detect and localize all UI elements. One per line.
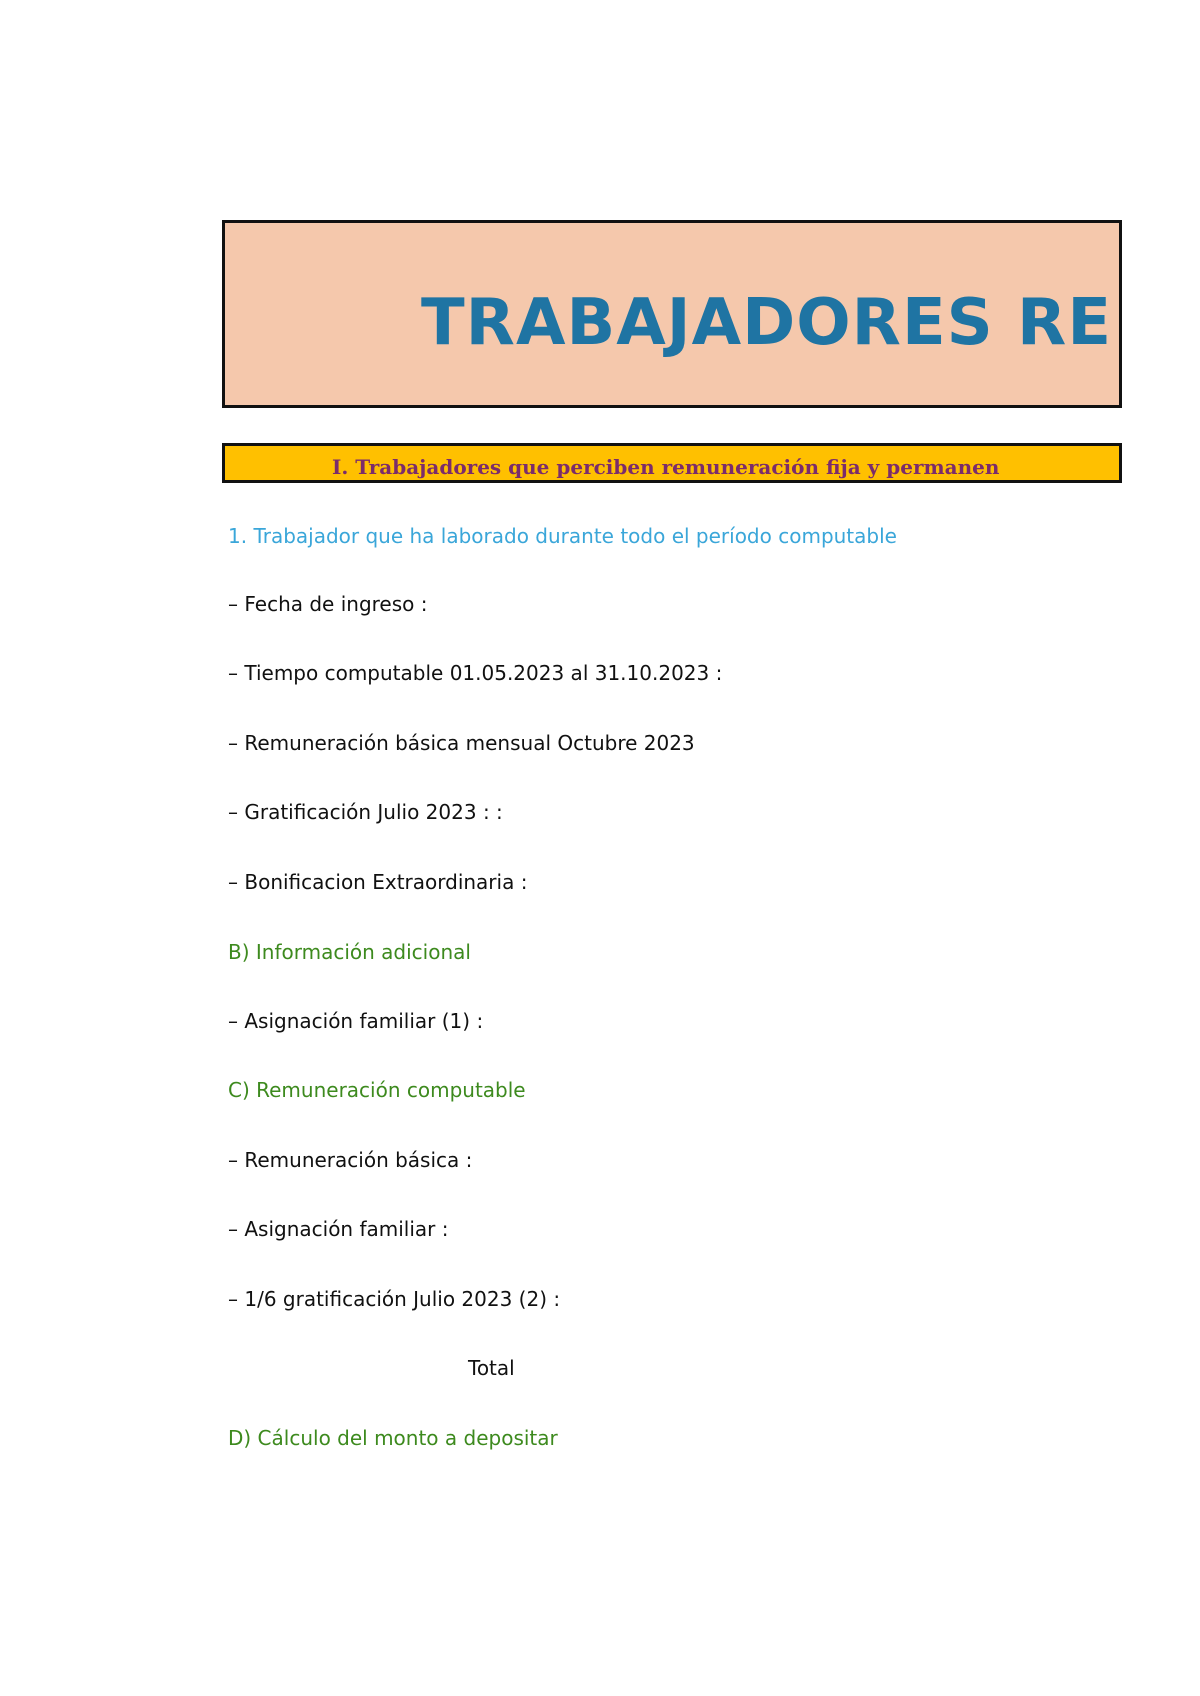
field-asignacion-familiar: – Asignación familiar :: [228, 1217, 449, 1241]
field-tiempo-computable: – Tiempo computable 01.05.2023 al 31.10.2023 :: [228, 661, 723, 685]
field-remuneracion-basica: – Remuneración básica :: [228, 1148, 473, 1172]
title-banner: [222, 220, 1122, 408]
case-heading: 1. Trabajador que ha laborado durante todo el período computable: [228, 524, 897, 548]
section-title: I. Trabajadores que perciben remuneración fija y permanen: [332, 455, 1000, 479]
field-gratificacion-julio: – Gratificación Julio 2023 : :: [228, 800, 503, 824]
field-bonificacion-extraordinaria: – Bonificacion Extraordinaria :: [228, 870, 528, 894]
heading-calculo-monto: D) Cálculo del monto a depositar: [228, 1426, 558, 1450]
field-fecha-ingreso: – Fecha de ingreso :: [228, 592, 428, 616]
field-asignacion-familiar-1: – Asignación familiar (1) :: [228, 1009, 484, 1033]
document-title: TRABAJADORES RE: [421, 286, 1113, 360]
field-sexto-gratificacion: – 1/6 gratificación Julio 2023 (2) :: [228, 1287, 561, 1311]
total-label: Total: [468, 1356, 515, 1380]
heading-remuneracion-computable: C) Remuneración computable: [228, 1078, 526, 1102]
field-remuneracion-basica-mensual: – Remuneración básica mensual Octubre 2023: [228, 731, 695, 755]
heading-informacion-adicional: B) Información adicional: [228, 940, 471, 964]
section-banner: [222, 443, 1122, 483]
section-banner-fill: [231, 450, 1119, 479]
